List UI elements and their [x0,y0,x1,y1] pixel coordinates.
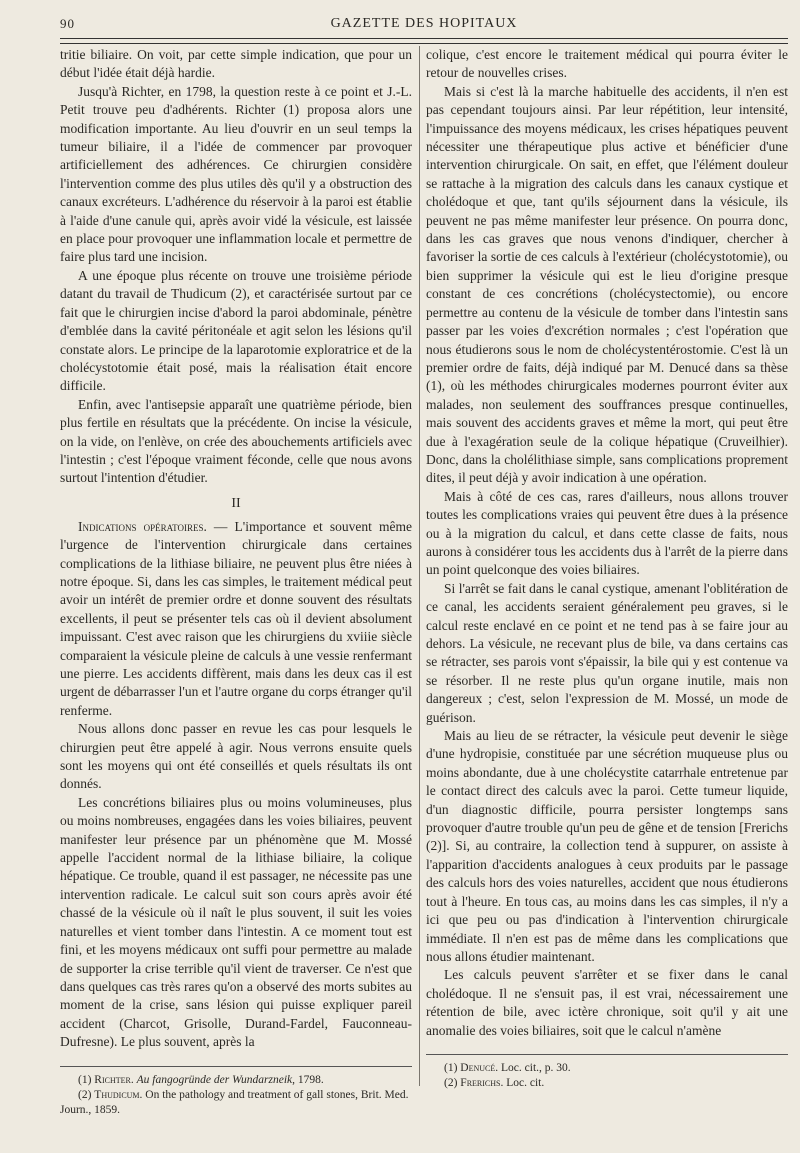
paragraph: Mais si c'est là la marche habituelle des accidents, il n'en est pas cependant toujours ainsi. Par leur répétition, leur intensité, l'impuissance des moyens médicaux, les crises hépatiques peuvent nécessiter une thérapeutique plus active et bénéficier d'une intervention chirurgicale. On sait, en effet, que l'élément douleur se rattache à la migration des calculs dans les canaux cystique et cholédoque et que, tant qu'ils séjournent dans la vésicule, ils peuvent ne pas même manifester leur présence. On pourra donc, dans les cas graves que nous venons d'indiquer, chercher à favoriser la sortie de ces calculs à l'extérieur (cholécystotomie), ou bien supprimer la vésicule qui est le lieu d'origine presque constant de ces concrétions (cholécystectomie), ou encore permettre au contenu de la vésicule de tomber dans l'intestin sans passer par les voies d'excrétion normales ; c'est l'opération que nous étudierons sous le nom de cholécystentérostomie. C'est là un premier ordre de faits, déjà indiqué par M. Denucé dans sa thèse (1), où les méthodes chirurgicales modernes pourront éviter aux malades, non seulement des souffrances presque continuelles, mais souvent des accidents graves et même la mort, qui peut être due à l'exagération seule de la colique hépatique (Cruveilhier). Donc, dans la cholélithiase simple, sans complications proprement dites, il peut déjà y avoir indication à une opération. [426,83,788,486]
paragraph-lead: Indications opératoires. [78,518,207,534]
section-heading: II [231,495,241,511]
paragraph: tritie biliaire. On voit, par cette simple indication, que pour un début l'idée était déjà hardie. [60,47,412,81]
paragraph: Les calculs peuvent s'arrêter et se fixer dans le canal cholédoque. Il ne s'ensuit pas, il est vrai, nécessairement une rétention de bile, avec ictère chronique, soit qu'il y ait une anomalie des voies biliaires, soit que le calcul n'amène [426,967,788,1038]
paragraph [60,518,412,720]
paragraph: Jusqu'à Richter, en 1798, la question reste à ce point et J.-L. Petit trouve peu d'adhérents. Richter (1) proposa alors une modification importante. Au lieu d'ouvrir en un seul temps la tumeur biliaire, il a l'idée de commencer par provoquer artificiellement des adhérences. Ce chirurgien considère l'intervention comme des plus utiles dès qu'il y a obstruction des canaux excréteurs. L'adhérence du réservoir à la paroi est établie à l'aide d'une canule qui, après avoir vidé la vésicule, est laissée en place pour provoquer une inflammation locale et permettre de faire plus tard une incision. [60,83,412,265]
paragraph: Mais à côté de ces cas, rares d'ailleurs, nous allons trouver toutes les complications vraies qui peuvent être dues à la présence ou à la migration du calcul, et dans cette classe de faits, nous aurons à considérer tous les accidents dus à l'arrêt de la pierre dans un point quelconque des voies biliaires. [426,488,788,578]
footnote: (2) Thudicum. On the pathology and treatment of gall stones, Brit. Med. Journ., 1859. [60,1088,409,1116]
column-divider [419,46,420,1086]
paragraph: Enfin, avec l'antisepsie apparaît une quatrième période, bien plus fertile en résultats que la précédente. On incise la vésicule, on la vide, on l'enlève, on crée des abouchements artificiels avec l'intestin ; c'est l'époque vraiment féconde, celle que nous avons surtout l'intention d'étudier. [60,396,412,486]
left-column [60,46,412,1118]
paragraph: Les concrétions biliaires plus ou moins volumineuses, plus ou moins nombreuses, engagées dans les voies biliaires, peuvent manifester leur présence par un phénomène que M. Mossé appelle l'accident normal de la lithiase biliaire, la colique hépatique. Ce trouble, quand il est passager, ne nécessite pas une intervention radicale. Le calcul suit son cours après avoir été chassé de la vésicule où il naît le plus souvent, il suit les voies naturelles et vient tomber dans l'intestin. A ce moment tout est fini, et les moyens médicaux ont suffi pour permettre au malade de supporter la crise terrible qu'il vient de traverser. Ce n'est que dans quelques cas très rares qu'on a observé des morts subites au moment de la crise, sans lésion qui puisse expliquer pareil accident (Charcot, Grisolle, Durand-Fardel, Fauconneau-Dufresne). Le plus souvent, après la [60,794,412,1050]
paragraph: colique, c'est encore le traitement médical qui pourra éviter le retour de nouvelles crises. [426,47,788,81]
paragraph-text: — L'importance et souvent même l'urgence de l'intervention chirurgicale dans certaines complications de la lithiase biliaire, ne peuvent plus être niées à notre époque. Si, dans les cas simples, le traitement médical peut avoir un intérêt de premier ordre et donne souvent des résultats excellents, il peut se présenter tels cas où il devient absolument impuissant. C'est avec raison que les chirurgiens du xviiie siècle comparaient la vésicule pleine de calculs à une vessie renfermant une pierre. Les accidents diffèrent, mais dans les deux cas il est urgent de débarrasser l'un et l'autre organe du corps étranger qu'il renferme. [60,518,412,718]
paragraph: Nous allons donc passer en revue les cas pour lesquels le chirurgien peut être appelé à agir. Nous verrons ensuite quels sont les moyens qui ont été conseillés et quels résultats ils ont donnés. [60,721,412,792]
paragraph: A une époque plus récente on trouve une troisième période datant du travail de Thudicum (2), et caractérisée surtout par ce fait que le chirurgien incise d'abord la paroi abdominale, pénètre d'emblée dans la cavité péritonéale et agit selon les lésions qu'il constate alors. Le principe de la laparotomie exploratrice et de la cholécystotomie était posé, mais la réalisation était encore difficile. [60,267,412,394]
right-column [426,46,788,1091]
paragraph: Mais au lieu de se rétracter, la vésicule peut devenir le siège d'une hydropisie, constituée par une sécrétion muqueuse plus ou moins abondante, due à une cholécystite catarrhale entretenue par le contact direct des calculs avec la paroi. Cette tumeur liquide, d'un diagnostic difficile, pourra persister longtemps sans provoquer d'autre trouble qu'un peu de gêne et de tension [Frerichs (2)]. Si, au contraire, la collection tend à suppurer, on assiste à l'apparition d'accidents analogues à ceux produits par le passage des calculs hors des voies naturelles, accident que nous étudierons tout à l'heure. En tous cas, au moins dans les cas simples, il n'y a ici que peu ou pas d'indication à l'intervention chirurgicale immédiate. Il n'en est pas de même dans les complications que nous allons étudier maintenant. [426,728,788,964]
footnote: (2) Frerichs. Loc. cit. [444,1076,545,1089]
footnote: (1) Denucé. Loc. cit., p. 30. [444,1061,571,1074]
page-header [60,14,788,36]
page-number: 90 [60,16,75,31]
paragraph: Si l'arrêt se fait dans le canal cystique, amenant l'oblitération de ce canal, les accidents seraient généralement peu graves, si le calcul reste enclavé en ce point et ne tend pas à se faire jour au dehors. La vésicule, ne recevant plus de bile, va dans certains cas se rétracter, ses parois vont s'épaissir, la bile qui y est contenue va se résorber. Il ne reste plus qu'un organe inutile, mais non dangereux ; c'est, selon l'expression de M. Mossé, un mode de guérison. [426,580,788,725]
footnote-rule [426,1054,788,1055]
footnote-rule [60,1066,412,1067]
header-rule [60,38,788,44]
running-title: GAZETTE DES HOPITAUX [330,16,518,31]
footnote: (1) Richter. Au fangogründe der Wundarzneik, 1798. [78,1073,324,1086]
